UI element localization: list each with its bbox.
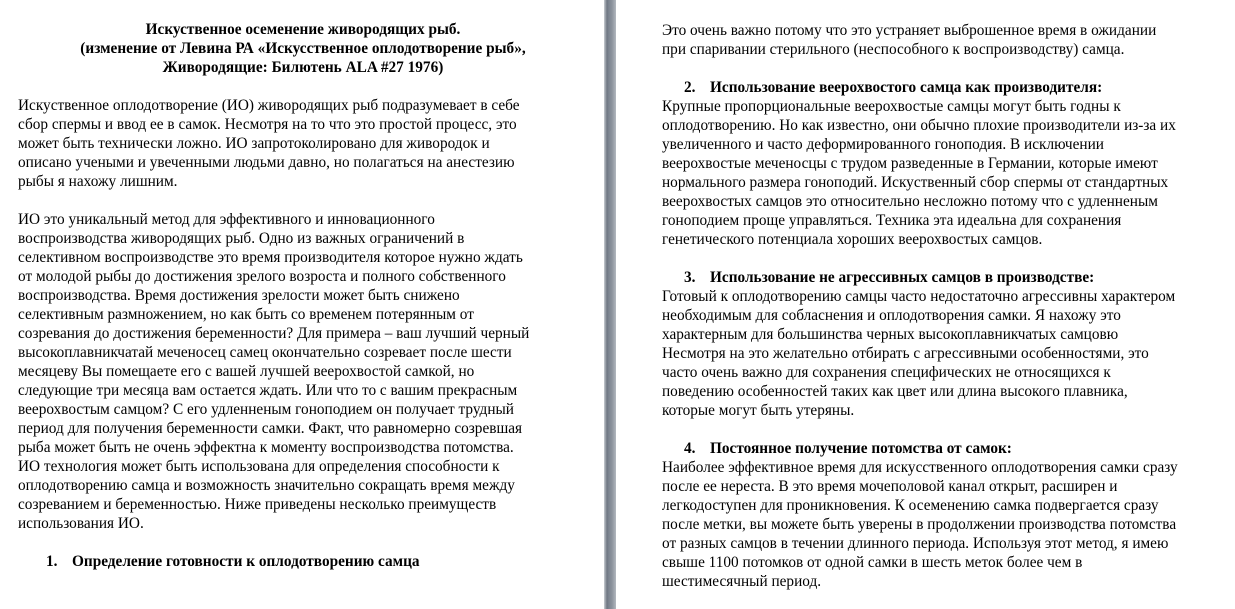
section-2-body [662,97,1225,249]
section-3-body [662,287,1225,420]
section-heading-4 [662,439,1225,458]
section-title: Постоянное получение потомства от самок: [710,440,1012,457]
text-line: Это очень важно потому что это устраняет выброшенное время в ожидании [662,22,1157,39]
text-line: после метки, вы можете быть уверены в продолжении производства потомства [662,516,1177,533]
title-line: (изменение от Левина РА «Искусственное оплодотворение рыб», [80,40,526,57]
text-line: шестимесячный период. [662,573,822,590]
text-line: использования ИО. [18,515,144,532]
text-line: созреванием и беременностью. Ниже приведены несколько преимуществ [18,496,497,513]
text-line: поведению особенностей таких как цвет или длина высокого плавника, [662,383,1128,400]
section-number: 1. [46,553,58,570]
section-heading-3 [662,268,1225,287]
text-line: следующие три месяца вам остается ждать. Или что то с вашим прекрасным [18,382,518,399]
text-line: гоноподием проще управляться. Техника эта идеальна для сохранения [662,212,1122,229]
text-line: период для получения беременности самки. Факт, что равномерно созревшая [18,420,523,437]
page-gutter [604,0,616,609]
text-line: описано учеными и увеченными людьми давно, но полагаться на анестезию [18,154,515,171]
text-line: от молодой рыбы до достижения зрелого возроста и полного собственного [18,268,506,285]
section-title: Использование веерохвостого самца как производителя: [710,79,1103,96]
text-line: Несмотря на это желательно отбирать с агрессивными особенностями, это [662,345,1149,362]
text-line: которые могут быть утеряны. [662,402,855,419]
section-number: 2. [684,79,696,96]
text-line: при спаривании стерильного (неспособного к воспроизводству) самца. [662,41,1125,58]
title-line: Живородящие: Билютень ALA #27 1976) [162,59,444,76]
continuation-paragraph [662,21,1225,59]
text-line: веерохвостым самцом? С его удленненым гоноподием он получает трудный [18,401,514,418]
text-line: созревания до достижения беременности? Для примера – ваш лучший черный [18,325,530,342]
section-4-body [662,458,1225,591]
text-line: ИО это уникальный метод для эффективного и инновационного [18,211,435,228]
text-line: может быть технически ложно. ИО запротоколировано для живородок и [18,135,490,152]
text-line: от разных самцов в течении длинного периода. Используя этот метод, я имею [662,535,1169,552]
text-line: рыба может быть не очень эффектна к моменту воспроизводства потомства. [18,439,514,456]
document-title [18,20,588,77]
text-line: месяцеву Вы помещаете его с вашей лучшей веерохвостой самкой, но [18,363,475,380]
text-line: характерным для большинства черных высокоплавникчатых самцовю [662,326,1119,343]
text-line: генетического потенциала хороших веерохвостых самцов. [662,231,1043,248]
text-line: часто очень важно для сохранения специфических не относящихся к [662,364,1111,381]
section-number: 3. [684,269,696,286]
section-title: Определение готовности к оплодотворению самца [72,553,420,570]
left-page [0,0,604,609]
section-number: 4. [684,440,696,457]
text-line: свыше 1100 потомков от одной самки в шесть меток более чем в [662,554,1083,571]
section-heading-2 [662,78,1225,97]
text-line: высокоплавникчатай меченосец самец окончательно созревает после шести [18,344,512,361]
text-line: нормального размера гоноподий. Искуственный сбор спермы от стандартных [662,174,1169,191]
text-line: Крупные пропорциональные веерохвостые самцы могут быть годны к [662,98,1121,115]
text-line: селективным размножением, но как быть со временем потерянным от [18,306,474,323]
text-line: легкодоступен для проникновения. К осеменению самка подвергается сразу [662,497,1159,514]
section-title: Использование не агрессивных самцов в производстве: [710,269,1095,286]
text-line: селективном воспроизводстве это время производителя которое нужно ждать [18,249,523,266]
text-line: оплодотворению. Но как известно, они обычно плохие производители из-за их [662,117,1176,134]
text-line: Готовый к оплодотворению самцы часто недостаточно агрессивны характером [662,288,1176,305]
text-line: Наиболее эффективное время для искусственного оплодотворения самки сразу [662,459,1178,476]
text-line: необходимым для собласнения и оплодотворения самки. Я нахожу это [662,307,1121,324]
text-line: веерохвостых самцов это относительно несложно потому что с удленненым [662,193,1158,210]
text-line: Искуственное оплодотворение (ИО) живородящих рыб подразумевает в себе [18,97,520,114]
text-line: воспроизводства живородящих рыб. Одно из важных ограничений в [18,230,465,247]
intro-paragraph [18,96,588,191]
text-line: оплодотворению самца и возможность значительно сокращать время между [18,477,515,494]
right-page [616,0,1235,609]
text-line: после ее нереста. В это время мочеполовой канал открыт, расширен и [662,478,1118,495]
text-line: увеличенного и часто деформированного гоноподия. В исключении [662,136,1104,153]
section-heading-1 [18,552,588,571]
text-line: воспроизводства. Время достижения зрелости может быть снижено [18,287,460,304]
title-line: Искуственное осеменение живородящих рыб. [145,21,461,38]
text-line: веерохвостые меченосцы с трудом разведенные в Германии, которые имеют [662,155,1158,172]
text-line: ИО технология может быть использована для определения способности к [18,458,500,475]
method-paragraph [18,210,588,533]
text-line: рыбы я нахожу лишним. [18,173,178,190]
text-line: сбор спермы и ввод ее в самок. Несмотря на то что это простой процесс, это [18,116,517,133]
